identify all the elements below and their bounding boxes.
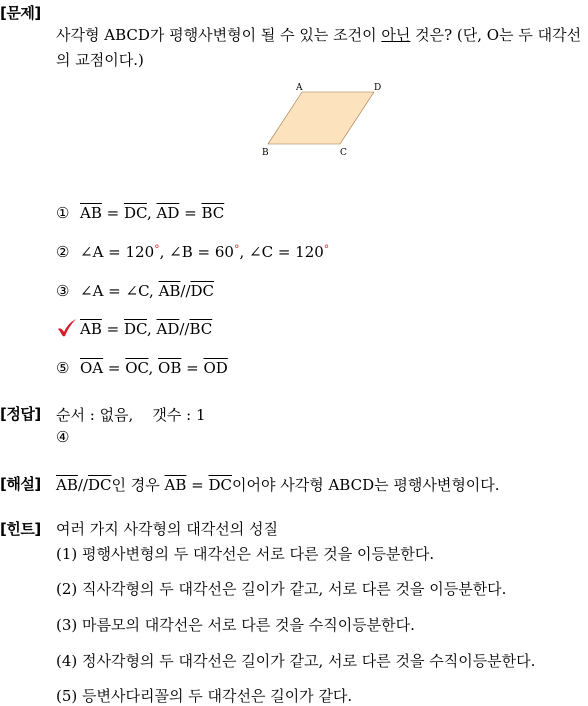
hint-title: 여러 가지 사각형의 대각선의 성질 [56,520,278,538]
parallelogram-shape [268,92,374,144]
segment: $\overline{AB}$ [164,476,187,494]
answer-tag: [정답] [0,405,41,423]
segment: $\overline{OC}$ [125,359,149,377]
segment: $\overline{DC}$ [123,320,147,338]
sep: , [148,359,159,377]
option-4[interactable] [56,320,212,338]
option-3-number: ③ [56,282,70,300]
label-c: C [340,148,347,158]
op: = [101,204,124,222]
segment: $\overline{OA}$ [80,359,104,377]
degree-sign: ° [233,243,240,256]
hint-item-4: (4) 정사각형의 두 대각선은 길이가 같고, 서로 다른 것을 수직이등분한다. [56,652,536,670]
angle-text: , ∠B = 60 [159,243,234,261]
op: = [181,359,204,377]
explanation-mid: 인 경우 [111,476,165,494]
segment: $\overline{AB}$ [80,320,102,338]
angle-text: ∠A = ∠C, [80,282,159,300]
problem-stem-line1 [56,24,581,45]
option-5[interactable] [56,359,228,377]
parallel-sign: // [180,282,191,300]
hint-tag: [힌트] [0,520,41,538]
hint-item-3: (3) 마름모의 대각선은 서로 다른 것을 수직이등분한다. [56,616,415,634]
segment: $\overline{OB}$ [158,359,182,377]
explanation-tag: [해설] [0,475,41,493]
angle-text: ∠A = 120 [80,243,155,261]
segment: $\overline{AD}$ [156,320,180,338]
answer-line1: 순서 : 없음, 갯수 : 1 [56,406,206,424]
label-b: B [262,148,269,158]
sep: , [146,204,157,222]
option-2[interactable] [56,243,329,261]
stem-text-1: 사각형 ABCD가 평행사변형이 될 수 있는 조건이 [56,26,382,44]
problem-stem-line2: 의 교점이다.) [56,51,144,69]
option-5-number: ⑤ [56,359,70,377]
degree-sign: ° [323,243,330,256]
problem-tag: [문제] [0,4,41,22]
parallel-sign: // [179,320,190,338]
hint-item-5: (5) 등변사다리꼴의 두 대각선은 길이가 같다. [56,687,353,705]
degree-sign: ° [154,243,160,256]
parallel-sign: // [77,476,88,494]
segment: $\overline{BC}$ [201,204,225,222]
angle-text: , ∠C = 120 [239,243,324,261]
op: = [179,204,202,222]
segment: $\overline{AB}$ [158,282,181,300]
segment: $\overline{DC}$ [190,282,215,300]
segment: $\overline{DC}$ [123,204,147,222]
stem-underlined: 아닌 [381,26,411,44]
stem-text-2: 것은? (단, O는 두 대각선 [410,26,582,44]
hint-item-2: (2) 직사각형의 두 대각선은 길이가 같고, 서로 다른 것을 이등분한다. [56,580,507,598]
op: = [103,359,126,377]
segment: $\overline{AB}$ [56,476,78,494]
label-a: A [296,83,303,93]
explanation-end: 이어야 사각형 ABCD는 평행사변형이다. [231,476,500,494]
segment: $\overline{AB}$ [80,204,102,222]
option-3[interactable] [56,282,214,300]
option-2-number: ② [56,243,70,261]
hint-item-1: (1) 평행사변형의 두 대각선은 서로 다른 것을 이등분한다. [56,545,435,563]
label-d: D [374,83,382,93]
segment: $\overline{DC}$ [208,476,232,494]
segment: $\overline{AD}$ [156,204,180,222]
explanation-text [56,474,500,495]
sep: , [146,320,157,338]
op: = [186,476,209,494]
segment: $\overline{BC}$ [189,320,213,338]
option-1[interactable] [56,204,224,222]
answer-line2: ④ [56,428,70,446]
op: = [101,320,124,338]
segment: $\overline{OD}$ [203,359,228,377]
segment: $\overline{DC}$ [87,476,112,494]
parallelogram-figure [252,80,392,160]
option-1-number: ① [56,204,70,222]
